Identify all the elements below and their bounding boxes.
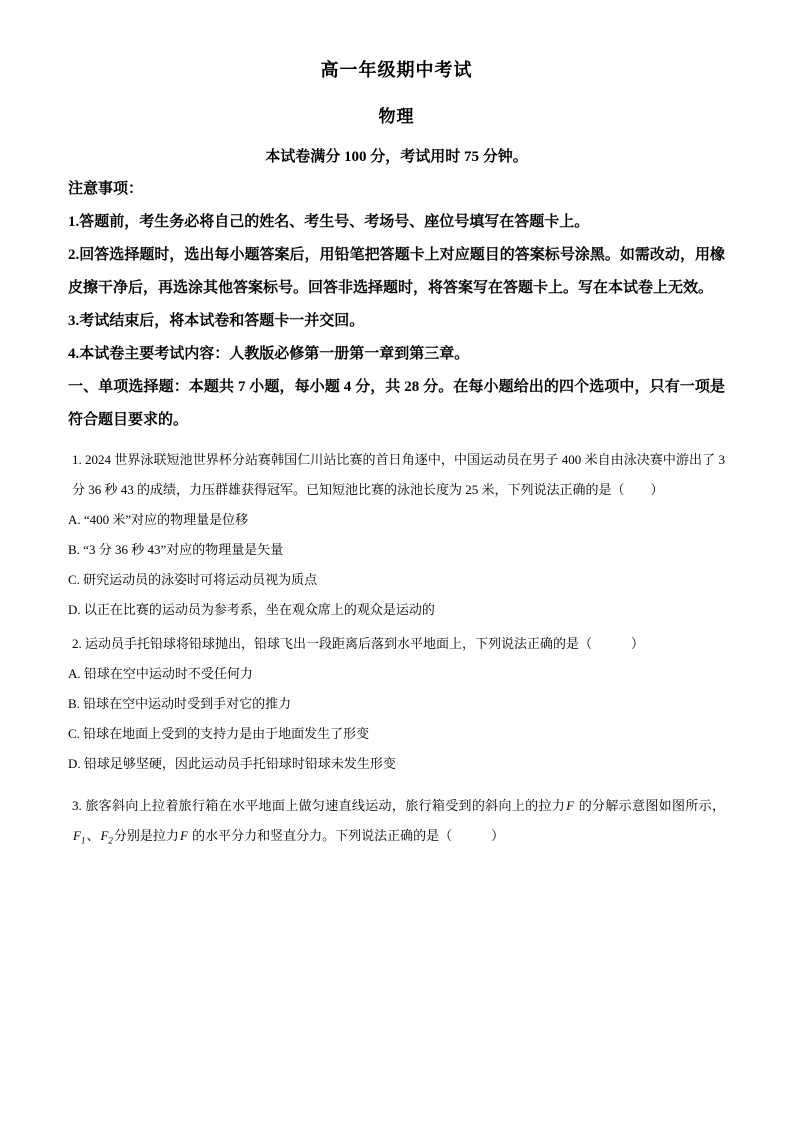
notice-header: 注意事项： bbox=[68, 181, 144, 197]
force-F-symbol: F bbox=[179, 828, 188, 843]
question-1-option-d: D. 以正在比赛的运动员为参考系，坐在观众席上的观众是运动的 bbox=[68, 602, 435, 617]
question-1-option-a: A. “400 米”对应的物理量是位移 bbox=[68, 512, 249, 527]
force-F2-symbol bbox=[99, 828, 113, 846]
question-3 bbox=[68, 791, 725, 856]
force-F1-letter: F bbox=[73, 828, 81, 843]
notice-item-1: 1.答题前，考生务必将自己的姓名、考生号、考场号、座位号填写在答题卡上。 bbox=[68, 214, 590, 230]
question-3-stem-text: 3. 旅客斜向上拉着旅行箱在水平地面上做匀速直线运动，旅行箱受到的斜向上的拉力 bbox=[72, 798, 566, 813]
exam-subject: 物理 bbox=[378, 107, 415, 126]
question-2-option-b: B. 铅球在空中运动时受到手对它的推力 bbox=[68, 696, 292, 711]
question-3-stem-text: 分别是拉力 bbox=[113, 828, 179, 843]
question-1-option-b: B. “3 分 36 秒 43”对应的物理量是矢量 bbox=[68, 542, 284, 557]
question-2-option-a: A. 铅球在空中运动时不受任何力 bbox=[68, 666, 253, 681]
force-F-symbol: F bbox=[566, 798, 575, 813]
question-1-option-c: C. 研究运动员的泳姿时可将运动员视为质点 bbox=[68, 572, 318, 587]
question-3-stem bbox=[68, 791, 725, 856]
question-1 bbox=[68, 445, 725, 625]
question-3-stem-text: 的分解示意图如图所示， bbox=[575, 798, 725, 813]
question-3-stem-text: 、 bbox=[86, 828, 100, 843]
question-2-option-d: D. 铅球足够坚硬，因此运动员手托铅球时铅球未发生形变 bbox=[68, 756, 396, 771]
force-F1-symbol bbox=[72, 828, 86, 846]
question-list bbox=[68, 445, 725, 856]
notice-item-4: 4.本试卷主要考试内容：人教版必修第一册第一章到第三章。 bbox=[68, 346, 470, 362]
question-2-option-c: C. 铅球在地面上受到的支持力是由于地面发生了形变 bbox=[68, 726, 370, 741]
question-1-stem: 1. 2024 世界泳联短池世界杯分站赛韩国仁川站比赛的首日角逐中，中国运动员在男子 400 米自由泳决赛中游出了 3 分 36 秒 43 的成绩，力压群雄获得冠军。已知短池比赛的泳池长度为 25 米，下列说法正确的是（ ） bbox=[72, 452, 725, 497]
force-F1-subscript: 1 bbox=[80, 835, 86, 846]
section1-header: 一、单项选择题：本题共 7 小题，每小题 4 分，共 28 分。在每小题给出的四个选项中，只有一项是符合题目要求的。 bbox=[68, 379, 725, 428]
notice-item-3: 3.考试结束后，将本试卷和答题卡一并交回。 bbox=[68, 313, 365, 329]
question-2 bbox=[68, 629, 725, 779]
question-3-stem-text: 的水平分力和竖直分力。下列说法正确的是（ ） bbox=[188, 828, 505, 843]
exam-title: 高一年级期中考试 bbox=[320, 60, 473, 80]
notice-item-2: 2.回答选择题时，选出每小题答案后，用铅笔把答题卡上对应题目的答案标号涂黑。如需改动，用橡皮擦干净后，再选涂其他答案标号。回答非选择题时，将答案写在答题卡上。写在本试卷上无效。 bbox=[68, 247, 725, 296]
force-F2-subscript: 2 bbox=[108, 835, 113, 846]
force-F2-letter: F bbox=[100, 828, 109, 843]
exam-info: 本试卷满分 100 分，考试用时 75 分钟。 bbox=[265, 149, 528, 165]
question-2-stem: 2. 运动员手托铅球将铅球抛出，铅球飞出一段距离后落到水平地面上，下列说法正确的是（ ） bbox=[72, 636, 645, 651]
